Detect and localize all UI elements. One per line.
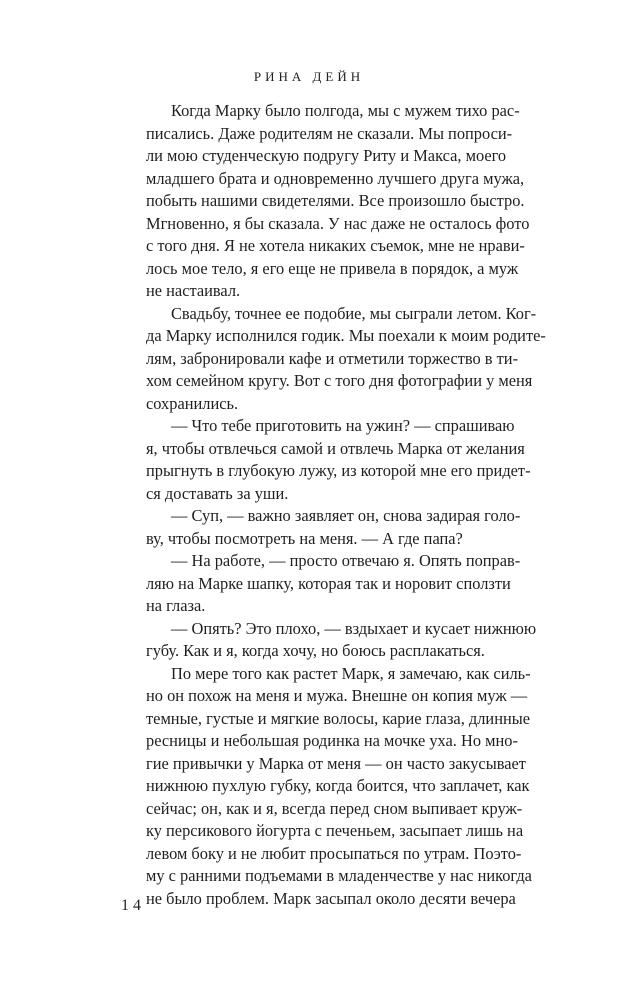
text-line: прыгнуть в глубокую лужу, из которой мне его придет- — [146, 461, 531, 480]
paragraph — [121, 303, 555, 416]
text-line: ляю на Марке шапку, которая так и норовит сползти — [146, 573, 511, 593]
paragraph — [121, 618, 555, 663]
text-line: сейчас; он, как и я, всегда перед сном выпивает круж- — [146, 798, 523, 818]
text-line: не настаивал. — [146, 281, 241, 300]
text-line: ку персикового йогурта с печеньем, засыпает лишь на — [146, 821, 524, 840]
text-line: ресницы и небольшая родинка на мочке уха. Но мно- — [146, 731, 518, 750]
paragraph — [121, 415, 555, 505]
text-line: не было проблем. Марк засыпал около десяти вечера — [146, 888, 516, 908]
body-text — [121, 100, 555, 910]
running-header: РИНА ДЕЙН — [253, 69, 365, 84]
text-line: ли мою студенческую подругу Риту и Макса, моего — [146, 146, 507, 165]
text-line: му с ранними подъемами в младенчестве у нас никогда — [146, 866, 532, 885]
text-line: Когда Марку было полгода, мы с мужем тихо рас- — [171, 101, 520, 120]
text-line: губу. Как и я, когда хочу, но боюсь расплакаться. — [146, 641, 485, 660]
text-line: — Опять? Это плохо, — вздыхает и кусает нижнюю — [171, 618, 537, 638]
paragraph — [121, 100, 555, 303]
text-line: По мере того как растет Марк, я замечаю, как силь- — [171, 663, 531, 683]
text-line: на глаза. — [146, 596, 206, 615]
page-number: 14 — [121, 897, 145, 914]
text-line: я, чтобы отвлечься самой и отвлечь Марка от желания — [146, 438, 525, 458]
text-line: но он похож на меня и мужа. Внешне он копия муж — — [146, 686, 528, 705]
text-line: Свадьбу, точнее ее подобие, мы сыграли летом. Ког- — [171, 303, 537, 323]
text-line: с того дня. Я не хотела никаких съемок, мне не нрави- — [146, 236, 525, 255]
text-line: ву, чтобы посмотреть на меня. — А где папа? — [146, 528, 463, 548]
paragraph — [121, 663, 555, 911]
text-line: да Марку исполнился годик. Мы поехали к моим родите- — [146, 326, 546, 345]
text-line: Мгновенно, я бы сказала. У нас даже не осталось фото — [146, 213, 530, 233]
text-line: писались. Даже родителям не сказали. Мы попроси- — [146, 123, 513, 143]
text-line: лям, забронировали кафе и отметили торжество в ти- — [146, 348, 519, 368]
text-line: хом семейном кругу. Вот с того дня фотографии у меня — [146, 371, 533, 390]
text-line: лось мое тело, я его еще не привела в порядок, а муж — [146, 258, 519, 278]
text-line: гие привычки у Марка от меня — он часто закусывает — [146, 753, 526, 773]
text-line: ся доставать за уши. — [146, 483, 289, 503]
text-line: — Суп, — важно заявляет он, снова задирая голо- — [171, 506, 521, 525]
paragraph — [121, 505, 555, 550]
text-line: — На работе, — просто отвечаю я. Опять поправ- — [171, 551, 521, 570]
text-line: — Что тебе приготовить на ужин? — спрашиваю — [171, 416, 515, 435]
text-line: побыть нашими свидетелями. Все произошло быстро. — [146, 191, 525, 210]
text-line: темные, густые и мягкие волосы, карие глаза, длинные — [146, 708, 531, 728]
text-line: младшего брата и одновременно лучшего друга мужа, — [146, 168, 525, 188]
text-line: нижнюю пухлую губку, когда боится, что заплачет, как — [146, 776, 530, 795]
text-line: левом боку и не любит просыпаться по утрам. Поэто- — [146, 843, 522, 863]
paragraph — [121, 550, 555, 618]
text-line: сохранились. — [146, 393, 239, 413]
